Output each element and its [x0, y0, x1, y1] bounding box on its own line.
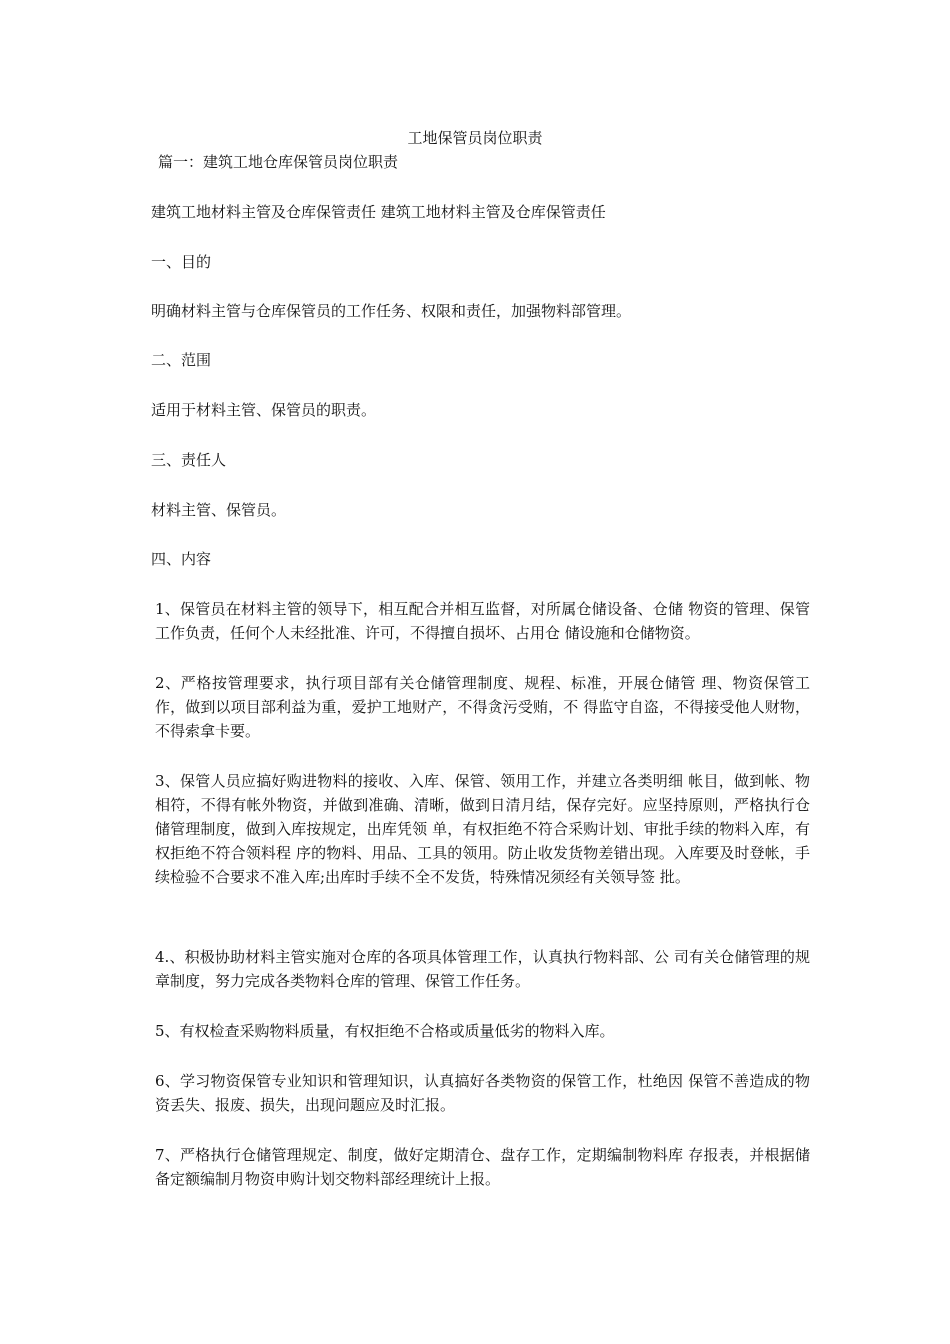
paragraph-heading-line: 建筑工地材料主管及仓库保管责任 建筑工地材料主管及仓库保管责任 [151, 203, 606, 221]
paragraph-responsible: 材料主管、保管员。 [151, 501, 287, 519]
section-heading-scope: 二、范围 [151, 351, 212, 369]
paragraph-scope: 适用于材料主管、保管员的职责。 [151, 401, 377, 419]
content-item-6: 6、学习物资保管专业知识和管理知识，认真搞好各类物资的保管工作，杜绝因 保管不善造成的物资丢失、报废、损失，出现问题应及时汇报。 [155, 1072, 810, 1114]
section-heading-responsible: 三、责任人 [151, 451, 227, 469]
content-item-7: 7、严格执行仓储管理规定、制度，做好定期清仓、盘存工作，定期编制物料库 存报表，并根据储备定额编制月物资申购计划交物料部经理统计上报。 [155, 1146, 810, 1188]
content-item-2: 2、严格按管理要求，执行项目部有关仓储管理制度、规程、标准，开展仓储管 理、物资保管工作，做到以项目部利益为重，爱护工地财产，不得贪污受贿，不 得监守自盗，不得接受他人财物，不得索拿卡要。 [155, 674, 810, 740]
content-item-4: 4.、积极协助材料主管实施对仓库的各项具体管理工作，认真执行物料部、公 司有关仓储管理的规章制度，努力完成各类物料仓库的管理、保管工作任务。 [155, 948, 810, 990]
document-title: 工地保管员岗位职责 [407, 129, 543, 147]
content-item-5: 5、有权检查采购物料质量，有权拒绝不合格或质量低劣的物料入库。 [155, 1022, 615, 1040]
content-item-1: 1、保管员在材料主管的领导下，相互配合并相互监督，对所属仓储设备、仓储 物资的管理、保管工作负责，任何个人未经批准、许可，不得擅自损坏、占用仓 储设施和仓储物资。 [155, 600, 810, 642]
section-heading-content: 四、内容 [151, 550, 212, 568]
paragraph-purpose: 明确材料主管与仓库保管员的工作任务、权限和责任，加强物料部管理。 [151, 302, 632, 320]
section-heading-purpose: 一、目的 [151, 253, 212, 271]
document-subtitle: 篇一：建筑工地仓库保管员岗位职责 [158, 153, 399, 171]
content-item-3: 3、保管人员应搞好购进物料的接收、入库、保管、领用工作，并建立各类明细 帐目，做到帐、物相符，不得有帐外物资，并做到准确、清晰，做到日清月结，保存完好。应坚持原则，严格执行仓储管理制度，做到入库按规定，出库凭领 单，有权拒绝不符合采购计划、审批手续的物料入库，有权拒绝不符合领料程 序的物料、用品、工具的领用。防止收发货物差错出现。入库要及时登帐，手 续检验不合要求不准入库;出库时手续不全不发货，特殊情况须经有关领导签 批。 [155, 772, 810, 886]
